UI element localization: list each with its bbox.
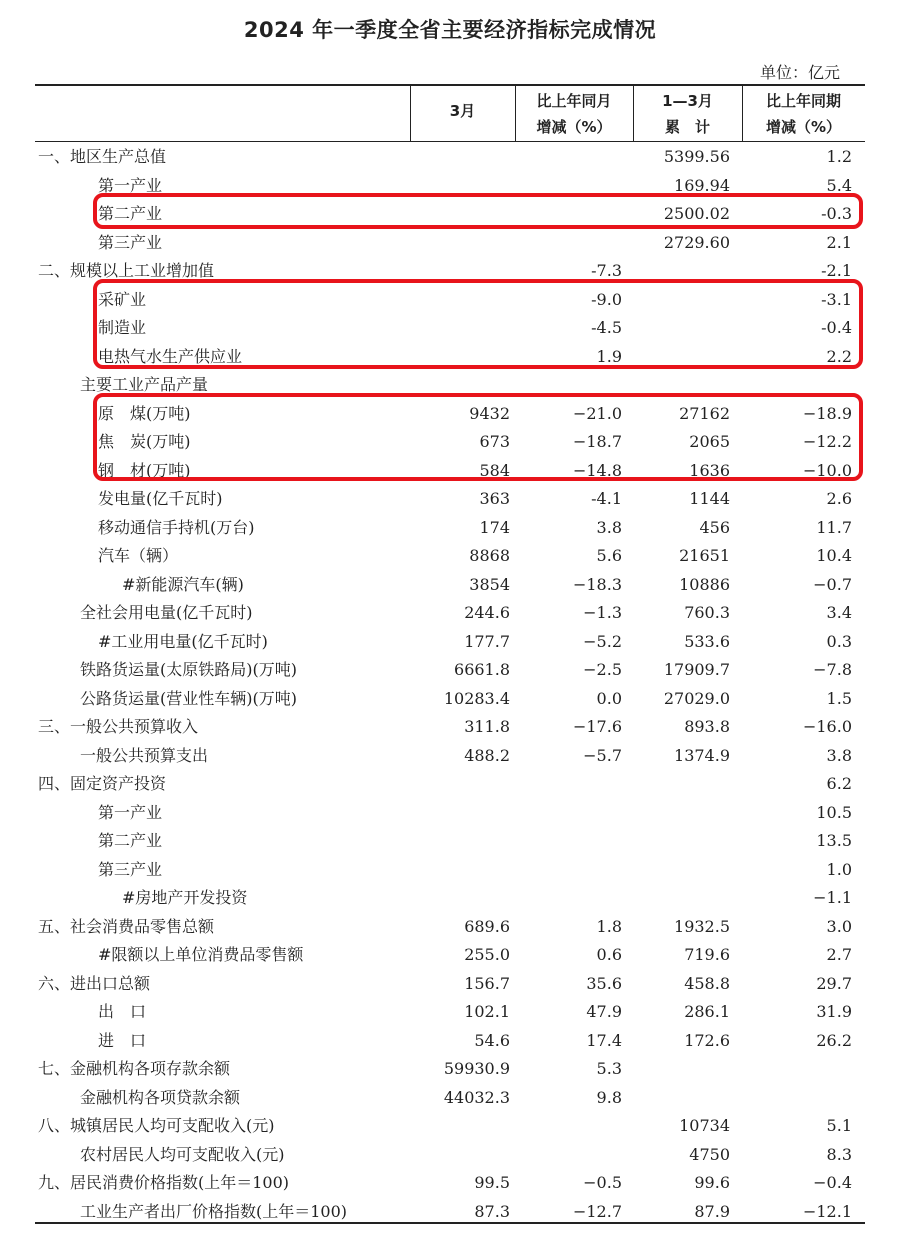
cell-month-change: 5.6 [596, 546, 622, 565]
header-month-change-line2: 增减（%） [536, 118, 612, 136]
cell-month-value: 244.6 [464, 603, 510, 622]
cell-month-value: 156.7 [464, 973, 510, 993]
cell-month-value: 54.6 [474, 1030, 510, 1050]
header-bottom-rule [35, 141, 865, 142]
cell-period-change: −16.0 [802, 717, 852, 736]
table-row [0, 1169, 900, 1197]
row-label: 汽车（辆） [98, 546, 179, 565]
cell-period-change: -0.4 [821, 318, 852, 337]
row-label: 第二产业 [98, 204, 163, 223]
header-month-change-line1: 比上年同月 [536, 92, 612, 110]
cell-month-value: 44032.3 [443, 1087, 510, 1107]
row-label: 制造业 [98, 318, 147, 337]
cell-month-change: −5.2 [583, 631, 622, 651]
row-label: 二、规模以上工业增加值 [38, 261, 215, 280]
highlight-box-secondary-industry [93, 193, 863, 229]
cell-cumulative-value: 21651 [679, 546, 730, 565]
unit-label: 单位：亿元 [760, 63, 841, 82]
cell-period-change: −12.2 [802, 432, 852, 451]
cell-cumulative-value: 1144 [689, 489, 730, 508]
cell-period-change: -2.1 [821, 261, 852, 280]
cell-period-change: 3.0 [826, 916, 852, 936]
cell-month-value: 488.2 [464, 745, 510, 765]
cell-month-value: 3854 [469, 574, 510, 594]
table-row [0, 998, 900, 1026]
row-label: 公路货运量(营业性车辆)(万吨) [80, 688, 297, 708]
row-label: 出 口 [98, 1002, 147, 1021]
cell-cumulative-value: 99.6 [694, 1173, 730, 1192]
cell-cumulative-value: 27029.0 [663, 688, 730, 708]
table-row [0, 685, 900, 713]
table-bottom-rule [35, 1222, 865, 1224]
header-cumulative-line2: 累 计 [664, 118, 710, 136]
cell-month-value: 673 [479, 432, 510, 451]
cell-period-change: 11.7 [816, 517, 852, 537]
page-title: 2024 年一季度全省主要经济指标完成情况 [243, 18, 657, 42]
cell-month-change: -9.0 [591, 289, 622, 309]
table-row [0, 143, 900, 171]
table-row [0, 628, 900, 656]
table-row [0, 571, 900, 599]
cell-month-value: 584 [479, 460, 510, 480]
table-top-rule [35, 84, 865, 86]
cell-cumulative-value: 1932.5 [674, 916, 730, 936]
row-label: 原 煤(万吨) [98, 403, 191, 423]
cell-cumulative-value: 893.8 [684, 717, 730, 736]
cell-period-change: −18.9 [802, 403, 852, 423]
cell-month-change: −14.8 [572, 460, 622, 480]
cell-cumulative-value: 169.94 [674, 175, 730, 195]
cell-period-change: 5.1 [826, 1116, 852, 1135]
table-row [0, 1084, 900, 1112]
cell-period-change: 26.2 [816, 1030, 852, 1050]
cell-month-change: 1.9 [596, 346, 622, 366]
cell-period-change: 3.8 [826, 745, 852, 765]
row-label: 焦 炭(万吨) [98, 432, 191, 451]
cell-cumulative-value: 2729.60 [663, 232, 730, 252]
cell-period-change: −7.8 [813, 660, 852, 679]
table-row [0, 827, 900, 855]
cell-period-change: 0.3 [826, 631, 852, 651]
cell-month-change: 0.6 [596, 945, 622, 964]
table-row [0, 485, 900, 513]
cell-month-value: 255.0 [464, 945, 510, 964]
row-label: #限额以上单位消费品零售额 [98, 945, 304, 964]
table-row [0, 542, 900, 570]
cell-month-value: 6661.8 [454, 660, 510, 679]
cell-period-change: −0.7 [813, 574, 852, 594]
cell-month-value: 363 [479, 489, 510, 508]
row-label: 九、居民消费价格指数(上年＝100) [38, 1173, 290, 1192]
cell-period-change: 2.6 [826, 489, 852, 508]
cell-cumulative-value: 87.9 [694, 1201, 730, 1221]
table-row [0, 1027, 900, 1055]
table-row [0, 1112, 900, 1140]
table-row [0, 799, 900, 827]
cell-month-change: 47.9 [586, 1002, 622, 1021]
cell-month-change: −18.7 [572, 432, 622, 451]
cell-month-change: 17.4 [586, 1030, 622, 1050]
row-label: #房地产开发投资 [122, 888, 248, 907]
row-label: 五、社会消费品零售总额 [38, 916, 215, 936]
cell-cumulative-value: 10886 [679, 574, 730, 594]
cell-month-value: 102.1 [464, 1002, 510, 1021]
cell-cumulative-value: 458.8 [684, 973, 730, 993]
cell-period-change: 2.7 [826, 945, 852, 964]
cell-period-change: −10.0 [802, 460, 852, 480]
row-label: 钢 材(万吨) [98, 460, 191, 480]
cell-month-change: 0.0 [596, 688, 622, 708]
cell-cumulative-value: 719.6 [684, 945, 730, 964]
row-label: 金融机构各项贷款余额 [80, 1087, 241, 1107]
cell-cumulative-value: 760.3 [684, 603, 730, 622]
cell-period-change: −1.1 [813, 888, 852, 907]
cell-period-change: 1.5 [826, 688, 852, 708]
table-row [0, 229, 900, 257]
cell-month-change: −1.3 [583, 603, 622, 622]
row-label: 第二产业 [98, 831, 163, 850]
cell-month-value: 9432 [469, 403, 510, 423]
row-label: #工业用电量(亿千瓦时) [98, 631, 268, 651]
cell-month-value: 177.7 [464, 631, 510, 651]
cell-period-change: 10.4 [816, 546, 852, 565]
cell-cumulative-value: 172.6 [684, 1030, 730, 1050]
cell-month-change: −17.6 [572, 717, 622, 736]
cell-period-change: -3.1 [821, 289, 852, 309]
table-row [0, 913, 900, 941]
cell-period-change: −12.1 [802, 1201, 852, 1221]
row-label: 第三产业 [98, 859, 163, 879]
cell-cumulative-value: 286.1 [684, 1002, 730, 1021]
row-label: 工业生产者出厂价格指数(上年＝100) [80, 1201, 348, 1221]
table-row [0, 970, 900, 998]
cell-month-change: −2.5 [583, 660, 622, 679]
cell-month-change: −21.0 [572, 403, 622, 423]
cell-period-change: 2.2 [826, 346, 852, 366]
cell-period-change: 31.9 [816, 1002, 852, 1021]
row-label: 第三产业 [98, 232, 163, 252]
cell-month-value: 311.8 [464, 717, 510, 736]
cell-period-change: 29.7 [816, 973, 852, 993]
cell-month-value: 174 [479, 517, 510, 537]
table-row [0, 884, 900, 912]
row-label: 第一产业 [98, 175, 163, 195]
cell-cumulative-value: 456 [699, 517, 730, 537]
highlight-box-industry-sectors [93, 279, 863, 369]
cell-period-change: 1.0 [826, 859, 852, 879]
cell-month-change: 3.8 [596, 517, 622, 537]
cell-month-change: -4.1 [591, 489, 622, 508]
table-row [0, 599, 900, 627]
table-row [0, 856, 900, 884]
header-cumulative-line1: 1—3月 [662, 92, 713, 110]
table-row [0, 514, 900, 542]
cell-cumulative-value: 17909.7 [663, 660, 730, 679]
row-label: 七、金融机构各项存款余额 [38, 1059, 231, 1078]
header-month: 3月 [449, 102, 476, 120]
cell-cumulative-value: 5399.56 [663, 147, 730, 166]
cell-month-change: 1.8 [596, 916, 622, 936]
cell-month-value: 99.5 [474, 1173, 510, 1192]
cell-month-value: 10283.4 [443, 688, 510, 708]
cell-month-change: 9.8 [596, 1087, 622, 1107]
table-row [0, 1055, 900, 1083]
table-row [0, 770, 900, 798]
row-label: 一般公共预算支出 [80, 745, 209, 765]
cell-cumulative-value: 27162 [679, 403, 730, 423]
cell-month-value: 8868 [469, 546, 510, 565]
cell-month-change: 5.3 [596, 1059, 622, 1078]
cell-cumulative-value: 533.6 [684, 631, 730, 651]
row-label: 电热气水生产供应业 [98, 346, 243, 366]
table-row [0, 656, 900, 684]
row-label: 发电量(亿千瓦时) [98, 489, 223, 508]
cell-period-change: 6.2 [826, 774, 852, 793]
row-label: 铁路货运量(太原铁路局)(万吨) [80, 660, 297, 679]
cell-period-change: 8.3 [826, 1144, 852, 1164]
row-label: 四、固定资产投资 [38, 774, 167, 793]
highlight-box-key-products [93, 393, 863, 481]
row-label: 全社会用电量(亿千瓦时) [80, 603, 253, 622]
cell-cumulative-value: 1374.9 [674, 745, 730, 765]
row-label: 采矿业 [98, 289, 147, 309]
table-row [0, 742, 900, 770]
cell-period-change: 10.5 [816, 802, 852, 822]
cell-period-change: 2.1 [826, 232, 852, 252]
cell-month-change: −18.3 [572, 574, 622, 594]
row-label: 八、城镇居民人均可支配收入(元) [38, 1116, 275, 1135]
cell-period-change: -0.3 [821, 204, 852, 223]
cell-period-change: −0.4 [813, 1173, 852, 1192]
row-label: 进 口 [98, 1030, 147, 1050]
cell-month-change: −5.7 [583, 745, 622, 765]
cell-month-change: −12.7 [572, 1201, 622, 1221]
cell-period-change: 3.4 [826, 603, 852, 622]
row-label: #新能源汽车(辆) [122, 574, 244, 594]
table-row [0, 1141, 900, 1169]
row-label: 移动通信手持机(万台) [98, 517, 255, 537]
cell-cumulative-value: 10734 [679, 1116, 730, 1135]
row-label: 一、地区生产总值 [38, 147, 167, 166]
cell-cumulative-value: 1636 [689, 460, 730, 480]
row-label: 第一产业 [98, 802, 163, 822]
cell-period-change: 13.5 [816, 831, 852, 850]
table-row [0, 713, 900, 741]
cell-period-change: 5.4 [826, 175, 852, 195]
cell-cumulative-value: 2065 [689, 432, 730, 451]
cell-month-value: 87.3 [474, 1201, 510, 1221]
cell-month-change: -7.3 [591, 261, 622, 280]
cell-cumulative-value: 2500.02 [663, 204, 730, 223]
row-label: 主要工业产品产量 [80, 375, 209, 394]
row-label: 农村居民人均可支配收入(元) [80, 1144, 285, 1164]
cell-month-change: 35.6 [586, 973, 622, 993]
cell-month-value: 689.6 [464, 916, 510, 936]
header-period-change-line2: 增减（%） [765, 118, 842, 136]
cell-period-change: 1.2 [826, 147, 852, 166]
cell-month-change: -4.5 [591, 318, 622, 337]
row-label: 六、进出口总额 [38, 973, 151, 993]
row-label: 三、一般公共预算收入 [38, 717, 199, 736]
cell-month-value: 59930.9 [443, 1059, 510, 1078]
cell-month-change: −0.5 [583, 1173, 622, 1192]
header-period-change-line1: 比上年同期 [765, 92, 841, 110]
cell-cumulative-value: 4750 [689, 1144, 730, 1164]
table-row [0, 941, 900, 969]
